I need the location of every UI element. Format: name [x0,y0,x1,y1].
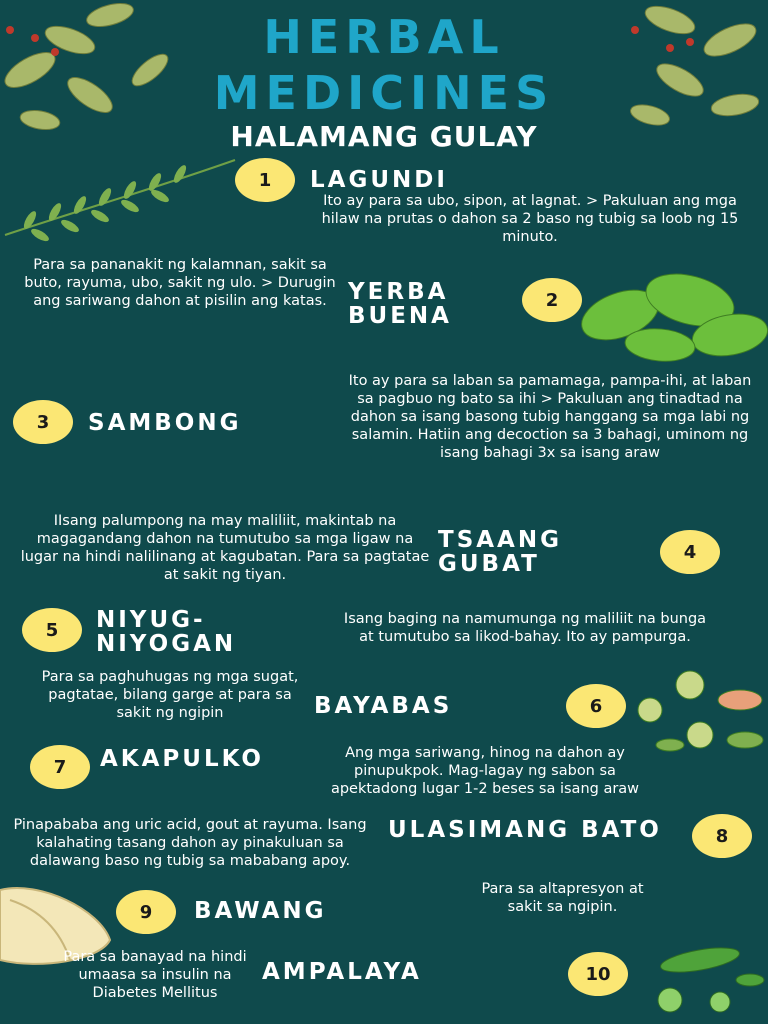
subtitle: HALAMANG GULAY [230,120,538,153]
title-line-2: MEDICINES [213,66,555,120]
herb-name-sambong: SAMBONG [88,410,242,436]
number-badge-5: 5 [22,608,82,652]
herb-description-ampalaya: Para sa banayad na hindi umaasa sa insulin na Diabetes Mellitus [63,949,247,1001]
herb-description-sambong: Ito ay para sa laban sa pamamaga, pampa-ihi, at laban sa pagbuo ng bato sa ihi > Pakuluan ang tinadtad na dahon sa isang basong tubig hanggang sa mga labi ng salamin. Hatiin ang decoction sa 3 bahagi, uminom ng isang bahagi 3x sa isang araw [348,373,752,461]
title-line-1: HERBAL [263,10,505,64]
herb-description-ulasimang-bato: Pinapababa ang uric acid, gout at rayuma. Isang kalahating tasang dahon ay pinakuluan sa dalawang baso ng tubig sa mababang apoy. [13,817,367,869]
herb-description-bawang: Para sa altapresyon at sakit sa ngipin. [481,881,644,915]
number-badge-3: 3 [13,400,73,444]
number-badge-4: 4 [660,530,720,574]
herb-description-bayabas: Para sa paghuhugas ng mga sugat, pagtatae, bilang garge at para sa sakit ng ngipin [41,669,299,721]
number-badge-1: 1 [235,158,295,202]
number-badge-6: 6 [566,684,626,728]
herb-name-tsaang-gubat: TSAANG GUBAT [438,527,562,577]
herb-description-niyug-niyogan: Isang baging na namumunga ng maliliit na bunga at tumutubo sa likod-bahay. Ito ay pampurga. [343,611,707,645]
mint-leaves-icon [560,255,768,365]
herb-name-bayabas: BAYABAS [314,693,453,719]
herb-name-akapulko: AKAPULKO [100,746,264,772]
fern-branch-icon [0,150,240,250]
herb-description-yerba-buena: Para sa pananakit ng kalamnan, sakit sa buto, rayuma, ubo, sakit ng ulo. > Durugin ang sariwang dahon at pisilin ang katas. [24,257,336,309]
herb-description-tsaang-gubat: IIsang palumpong na may maliliit, makintab na magagandang dahon na tumutubo sa mga ligaw na lugar na hindi nalilinang at kagubatan. Para sa pagtatae at sakit ng tiyan. [20,513,430,583]
herb-name-ulasimang-bato: ULASIMANG BATO [388,817,662,843]
number-badge-8: 8 [692,814,752,858]
ampalaya-icon [640,930,768,1024]
number-badge-2: 2 [522,278,582,322]
number-badge-7: 7 [30,745,90,789]
herb-name-lagundi: LAGUNDI [310,167,448,193]
herb-name-niyug-niyogan: NIYUG-NIYOGAN [96,607,237,657]
vegetables-icon [630,660,768,760]
herb-description-lagundi: Ito ay para sa ubo, sipon, at lagnat. > Pakuluan ang mga hilaw na prutas o dahon sa 2 baso ng tubig sa loob ng 15 minuto. [321,193,739,245]
herb-name-yerba-buena: YERBA BUENA [348,279,452,329]
number-badge-9: 9 [116,890,176,934]
herb-name-ampalaya: AMPALAYA [262,959,422,985]
herb-description-akapulko: Ang mga sariwang, hinog na dahon ay pinupukpok. Mag-lagay ng sabon sa apektadong lugar 1-2 beses sa isang araw [330,745,640,797]
number-badge-10: 10 [568,952,628,996]
herb-name-bawang: BAWANG [194,898,327,924]
